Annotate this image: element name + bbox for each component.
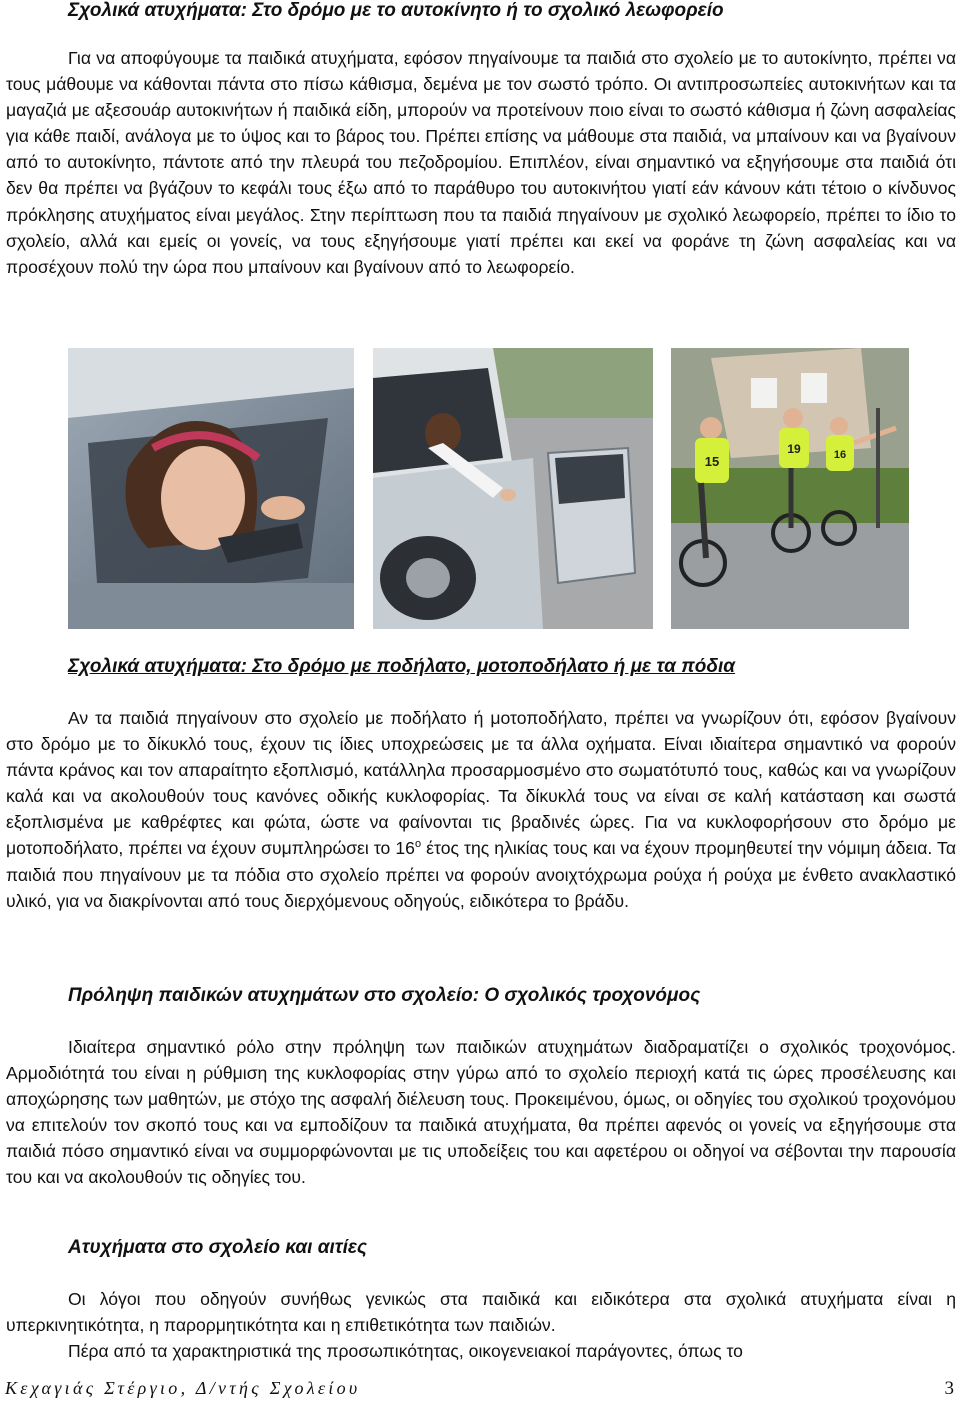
footer-page-number: 3 [944, 1378, 954, 1399]
footer-author: Κεχαγιάς Στέργιο, Δ/ντής Σχολείου [5, 1378, 361, 1398]
paragraph-school-accidents-causes: Οι λόγοι που οδηγούν συνήθως γενικώς στα παιδικά και ειδικότερα στα σχολικά ατυχήματα είναι η υπερκινητικότητα, η παρορμητικότητα και η επιθετικότητα των παιδιών. [6, 1289, 956, 1336]
paragraph-traffic-warden: Ιδιαίτερα σημαντικό ρόλο στην πρόληψη των παιδικών ατυχημάτων διαδραματίζει ο σχολικός τροχονόμος. Αρμοδιότητά του είναι η ρύθμιση της κυκλοφορίας στην γύρω από το σχολείο περιοχή κατά τις ώρες προσέλευσης και αποχώρησης των μαθητών, με στόχο της ασφαλή διέλευση τους. Προκειμένου, όμως, οι οδηγίες του σχολικού τροχονόμου να επιτελούν τον σκοπό τους και να εμποδίζουν τα παιδικά ατυχήματα, θα πρέπει αφενός οι γονείς να εξηγήσουμε στα παιδιά πόσο σημαντικό είναι να συμμορφώνονται με τις υποδείξεις του και αφετέρου οι οδηγοί να σέβονται την παρουσία του και να ακολουθούν τις οδηγίες του. [6, 1037, 956, 1188]
paragraph-school-accidents-continued: Πέρα από τα χαρακτηριστικά της προσωπικότητας, οικογενειακοί παράγοντες, όπως το [68, 1341, 743, 1361]
photo-child-exiting-car [373, 348, 653, 629]
paragraph-car-bus: Για να αποφύγουμε τα παιδικά ατυχήματα, εφόσον πηγαίνουμε τα παιδιά στο σχολείο με το αυτοκίνητο, πρέπει να τους μάθουμε να κάθονται πάντα στο πίσω κάθισμα, δεμένα με τον σωστό τρόπο. Οι αντιπροσωπείες αυτοκινήτων και τα μαγαζιά με αξεσουάρ αυτοκινήτων ή παιδικά είδη, μπορούν να προτείνουν ποιο είναι το σωστό κάθισμα ή ζώνη ασφαλείας για κάθε παιδί, ανάλογα με το ύψος και το βάρος του. Πρέπει επίσης να μάθουμε στα παιδιά, να μπαίνουν και να βγαίνουν από το αυτοκίνητο, πάντοτε από την πλευρά του πεζοδρομίου. Επιπλέον, είναι σημαντικό να εξηγήσουμε στα παιδιά ότι δεν θα πρέπει να βγάζουν το κεφάλι τους έξω από το παράθυρο του αυτοκινήτου γιατί εάν κάνουν κάτι τέτοιο ο κίνδυνος πρόκλησης ατυχήματος είναι μεγάλος. Στην περίπτωση που τα παιδιά πηγαίνουν με σχολικό λεωφορείο, πρέπει το ίδιο το σχολείο, αλλά και εμείς οι γονείς, να τους εξηγήσουμε γιατί πρέπει και εκεί να φοράνε τη ζώνη ασφαλείας και να προσέχουν πολύ την ώρα που μπαίνουν και βγαίνουν από το λεωφορείο. [6, 48, 956, 277]
photo-children-cycling [671, 348, 909, 629]
section-heading-bicycle: Σχολικά ατυχήματα: Στο δρόμο με ποδήλατο, μοτοποδήλατο ή με τα πόδια [68, 656, 736, 677]
photo-girl-car-window [68, 348, 354, 629]
svg-text:19: 19 [787, 442, 801, 456]
paragraph-bicycle: Αν τα παιδιά πηγαίνουν στο σχολείο με ποδήλατο ή μοτοποδήλατο, πρέπει να γνωρίζουν ότι, εφόσον βγαίνουν στο δρόμο με το δίκυκλό τους, έχουν τις ίδιες υποχρεώσεις με τα άλλα οχήματα. Είναι ιδιαίτερα σημαντικό να φορούν πάντα κράνος και τον απαραίτητο εξοπλισμό, κατάλληλα προσαρμοσμένο στο σωματότυπό τους, καθώς και να γνωρίζουν καλά και να ακολουθούν τους κανόνες οδικής κυκλοφορίας. Τα δίκυκλά τους να είναι σε καλή κατάσταση και σωστά εξοπλισμένα με καθρέφτες και φώτα, ώστε να φαίνονται τις βραδινές ώρες. Για να κυκλοφορήσουν στο δρόμο με μοτοποδήλατο, πρέπει να έχουν συμπληρώσει το $16^o$ έτος της ηλικίας τους και να έχουν προμηθευτεί την νόμιμη άδεια. Τα παιδιά που πηγαίνουν με τα πόδια στο σχολείο πρέπει να φορούν ανοιχτόχρωμα ρούχα ή ρούχα με ένθετο ανακλαστικό υλικό, για να διακρίνονται από τους διερχόμενους οδηγούς, ειδικότερα το βράδυ. [6, 708, 956, 911]
superscript-ordinal: ο [414, 838, 422, 851]
svg-text:15: 15 [704, 454, 720, 469]
section-heading-traffic-warden: Πρόληψη παιδικών ατυχημάτων στο σχολείο: Ο σχολικός τροχονόμος [68, 985, 701, 1006]
section-heading-car-bus: Σχολικά ατυχήματα: Στο δρόμο με το αυτοκίνητο ή το σχολικό λεωφορείο [68, 0, 724, 21]
section-heading-school-accidents: Ατυχήματα στο σχολείο και αιτίες [68, 1237, 368, 1258]
svg-text:16: 16 [833, 449, 847, 461]
